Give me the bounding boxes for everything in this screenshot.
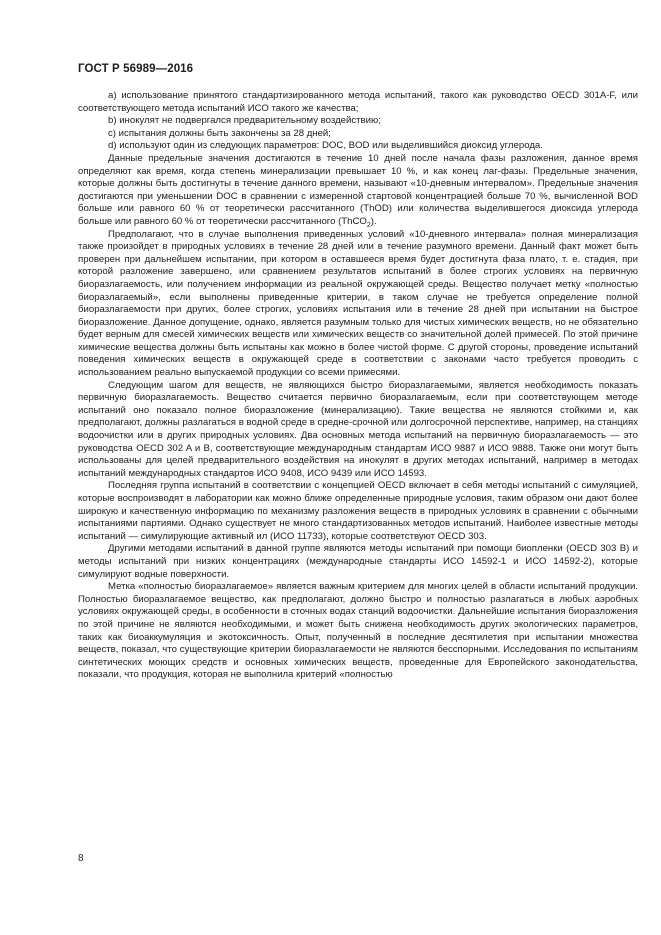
thco2-subscript: 2	[366, 221, 371, 229]
list-item-d: d) используют один из следующих параметров: DOC, BOD или выделившийся диоксид углерода.	[108, 140, 543, 152]
page-number: 8	[78, 853, 84, 864]
paragraph-simulation: Последняя группа испытаний в соответствии с концепцией OECD включает в себя методы испытаний с симуляцией, которые воспроизводят в лаборатории как можно ближе определенные природные условия, таким образом они дают более широкую и качественную информацию по механизму разложения веществ в природных условиях в сравнении с обычными испытаниями партиями. Однако существует не много стандартизованных методов испытаний. Наиболее известные методы испытаний — симулирующие активный ил (ИСО 11733), которые соответствуют OECD 303.	[78, 480, 638, 542]
list-item-b: b) инокулят не подвергался предварительному воздействию;	[108, 115, 381, 127]
list-item-a: a) использование принятого стандартизированного метода испытаний, такого как руководство OECD 301A-F, или соответствующего метода испытаний ИСО такого же качества;	[78, 90, 638, 114]
paragraph-limits-tail: ).	[370, 215, 377, 227]
paragraph-other-methods: Другими методами испытаний в данной группе являются методы испытаний при помощи биопленки (OECD 303 B) и методы испытаний при низких концентрациях (международные стандарты ИСО 14592-1 и ИСО 14592-2), которые симулируют водные поверхности.	[78, 543, 638, 580]
paragraph-limits-text: Данные предельные значения достигаются в течение 10 дней после начала фазы разложения, данное время определяют как время, когда степень минерализации превышает 10 %, и как конец лаг-фазы. Предельные значения, которые должны быть достигнуты в течение данного времени, называют «10-дневным интервалом». Предельные значения достигаются при уменьшении DOC в сравнении с измеренной стартовой концентрацией больше 70 %, вычисленной BOD больше или равного 60 % от теоретически рассчитанного (ThOD) или количества выделившегося диоксида углерода больше или равного 60 % от теоретически рассчитанного (ThCO	[78, 152, 638, 227]
paragraph-primary: Следующим шагом для веществ, не являющихся быстро биоразлагаемыми, является необходимость показать первичную биоразлагаемость. Вещество считается первично биоразлагаемым, если при соответствующем методе испытаний оно показало полное биоразложение (минерализацию). Такие вещества не являются стойкими и, как предполагают, должны разлагаться в водной среде в средне-срочной или долгосрочной перспективе, например, на станциях водоочистки или в других природных условиях. Два основных метода испытаний на первичную биоразлагаемость — это руководства OECD 302 A и B, соответствующие международным стандартам ИСО 9887 и ИСО 9888. Также они могут быть использованы для целей предварительного воздействия на инокулят в других методах испытаний, например в методах испытаний международных стандартов ИСО 9408, ИСО 9439 или ИСО 14593.	[78, 379, 638, 479]
page-header: ГОСТ Р 56989—2016	[78, 63, 194, 75]
list-item-c: c) испытания должны быть закончены за 28 дней;	[108, 127, 331, 139]
paragraph-label: Метка «полностью биоразлагаемое» является важным критерием для многих целей в области испытаний продукции. Полностью биоразлагаемое вещество, как предполагают, должно быстро и полностью разлагаться в любых аэробных условиях окружающей среды, в особенности в сточных водах станций водоочистки. Дальнейшие испытания биоразложения по этой причине не являются необходимыми, и может быть снижена необходимость других экологических параметров, таких как биоаккумуляция и экотоксичность. Опыт, полученный в последние десятилетия при испытании множества веществ, показал, что существующие критерии биоразлагаемости не являются бесспорными. Исследования по испытаниям синтетических моющих средств и основных химических веществ, проведенные для Европейского законодательства, показали, что продукция, которая не выполнила критерий «полностью	[78, 581, 638, 681]
paragraph-assumption: Предполагают, что в случае выполнения приведенных условий «10-дневного интервала» полная минерализация также произойдет в природных условиях в течение 28 дней или в течение разумного времени. Данный факт может быть проверен при дальнейшем испытании, при котором в оставшееся время будет достигнута фаза плато, т. е. стадия, при которой разложение завершено, или сравнением результатов испытаний в более строгих условиях на первичную биоразлагаемость, или получением информации из реальной окружающей среды. Вещество получает метку «полностью биоразлагаемый», если выполнены приведенные критерии, в таком случае не требуется определение полной биоразлагаемости при других, более строгих, условиях испытания или в течение 28 дней при испытании на быстрое биоразложение. Данное допущение, однако, является разумным только для чистых химических веществ, но не обязательно будет верным для смесей химических веществ или химических веществ со значительной долей примесей. По этой причине химические вещества должны быть испытаны как можно в более чистой форме. С другой стороны, проведение испытаний поведения химических веществ в окружающей среде в соответствии с законами часто требуется проводить с использованием реально выпускаемой продукции со всеми примесями.	[78, 228, 638, 379]
body-text	[78, 90, 638, 682]
paragraph-limits	[78, 153, 638, 229]
